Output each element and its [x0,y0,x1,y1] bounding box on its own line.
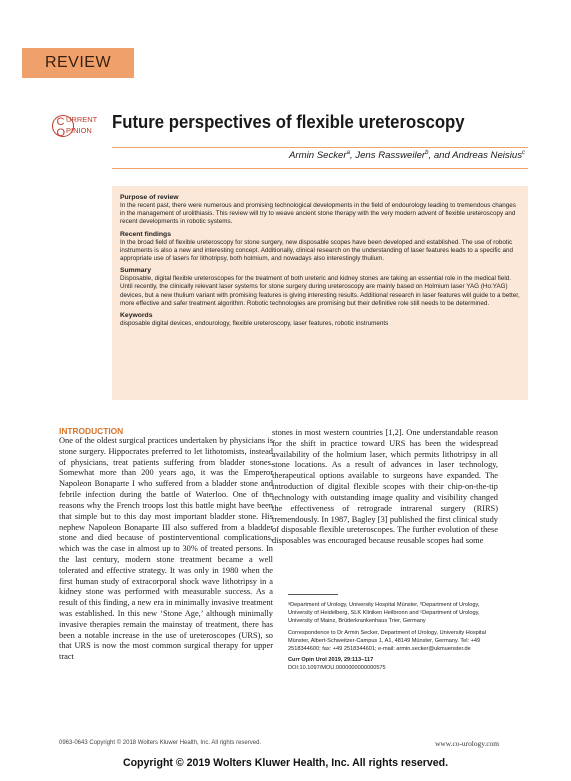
keywords-heading: Keywords [120,312,153,320]
footnotes [288,601,502,676]
abstract-box [112,186,528,400]
authors-divider [112,168,528,169]
body-column-right [272,428,498,547]
current-opinion-logo [52,112,98,140]
summary-heading: Summary [120,267,151,275]
author-1: Armin Secker [289,150,347,162]
author-3: Andreas Neisius [452,150,522,162]
logo-line-1: URRENT [66,115,98,124]
author-2: Jens Rassweiler [355,150,426,162]
findings-heading: Recent findings [120,230,171,238]
copyright-notice: Copyright © 2019 Wolters Kluwer Health, Inc. All rights reserved. [122,757,449,769]
keywords-text: disposable digital devices, endourology, flexible ureteroscopy, laser features, robotic instruments [120,320,389,328]
journal-citation: Curr Opin Urol 2019, 29:113–117 [288,657,374,664]
doi: DOI:10.1097/MOU.0000000000000575 [288,665,386,672]
author-1-affil: a [346,150,350,156]
article-title: Future perspectives of flexible ureteroscopy [112,112,465,132]
svg-text:O: O [56,127,66,139]
section-tag: REVIEW [22,48,134,78]
title-divider [112,147,528,148]
footnote-divider [288,594,338,595]
journal-url[interactable]: www.co-urology.com [435,739,499,748]
introduction-heading: INTRODUCTION [59,426,124,436]
author-list: Armin Secker$^a$, Jens Rassweiler$^b$, and Andreas Neisius$^c$ [289,150,525,162]
logo-line-2: PINION [66,126,92,135]
findings-text: In the broad field of flexible ureteroscopy for stone surgery, new disposable scopes have been developed and established. The use of robotic instruments is also a new and interesting concept. Additionally, clinical research on the understanding of laser features leads to a specific and appropriate use of lasers for lithotripsy, both holmium, and nowadays also interestingly thulium. [120,238,513,263]
purpose-heading: Purpose of review [120,194,179,201]
body-paragraph-2: stones in most western countries [1,2]. One understandable reason for the shift in practice toward URS has been the widespread availability of the holmium laser, which permits lithotripsy in all stone locations. As a result of advances in laser technology, therapeutical options available to surgeons have expanded. The introduction of digital flexible scopes with their chip-on-the-tip technology with outstanding image quality and visibility changed the effectiveness of retrograde intrarenal surgery (RIRS) tremendously. In 1987, Bagley [3] published the first clinical study of disposable flexible ureteroscopes. The further evolution of these disposables was encouraged because reusable scopes had some [272,428,498,546]
issn-copyright: 0963-0643 Copyright © 2018 Wolters Kluwer Health, Inc. All rights reserved. [59,740,262,746]
correspondence: Correspondence to Dr Armin Secker, Department of Urology, University Hospital Münster, Albert-Schweitzer-Campus 1, A1, 48149 Münster, Germany. Tel: +49 2518344600; fax: +49 2518344601; e-mail: armin.secker@ukmuenster.de [288,629,486,653]
body-column-left [59,426,273,663]
author-separator: , and [428,150,453,162]
purpose-text: In the recent past, there were numerous and promising technological developments in the field of endourology leading to tremendous changes in the management of urolithiasis. This review will try to weave ancient stone therapy with the very modern advent of flexible ureteroscopy and recent developments in robotic systems. [120,202,516,226]
summary-text: Disposable, digital flexible ureteroscopes for the treatment of both ureteric and kidney stones are taking an essential role in the medical field. Until recently, the clinically relevant laser systems for stone surgery during ureteroscopy are mainly based on Holmium laser YAG (Ho:YAG) devices, but a new thulium variant with promising features is giving interesting results. Additional research in laser features will guide to a better, more effective and safer treatment algorithm. Robotic technologies are promising but their definitive role still needs to be determined. [120,275,520,307]
body-paragraph-1: One of the oldest surgical practices undertaken by physicians is stone surgery. Hippocrates preferred to let lithotomists, instead of physicians, treat patients suffering from bladder stones. Somewhat more than 200 years ago, it was the Emperor Napoleon Bonaparte I who suffered from a bladder stone and febrile infection during the battle of Waterloo. One of the reasons why the French troops lost this battle might have been that simple but to this day most important bladder stone. His nephew Napoleon Bonaparte III also suffered from a bladder stone and died because of postinterventional complications, which was the case in almost up to 30% of treated persons. In the last century, modern stone treatment became a well tolerated and effective strategy. It was only in 1980 when the first human study of extracorporal shock wave lithotripsy in a kidney stone was performed with measurable success. As a result of this finding, a new era in minimally invasive treatment was established. In this new ‘Stone Age,’ although minimally invasive therapies remain the mainstay of treatment, there has been a notable increase in the use of ureteroscopes (URS), so that URS is now the most common surgical therapy for upper tract [59,436,273,662]
author-2-affil: b [425,150,429,156]
svg-text:C: C [56,116,65,128]
author-3-affil: c [522,150,525,156]
affiliations: ᵃDepartment of Urology, University Hospital Münster, ᵇDepartment of Urology, University of Heidelberg, SLK Kliniken Heilbronn and ᶜDepartment of Urology, University of Mainz, Brüderkrankenhaus Trier, Germany [288,602,480,625]
